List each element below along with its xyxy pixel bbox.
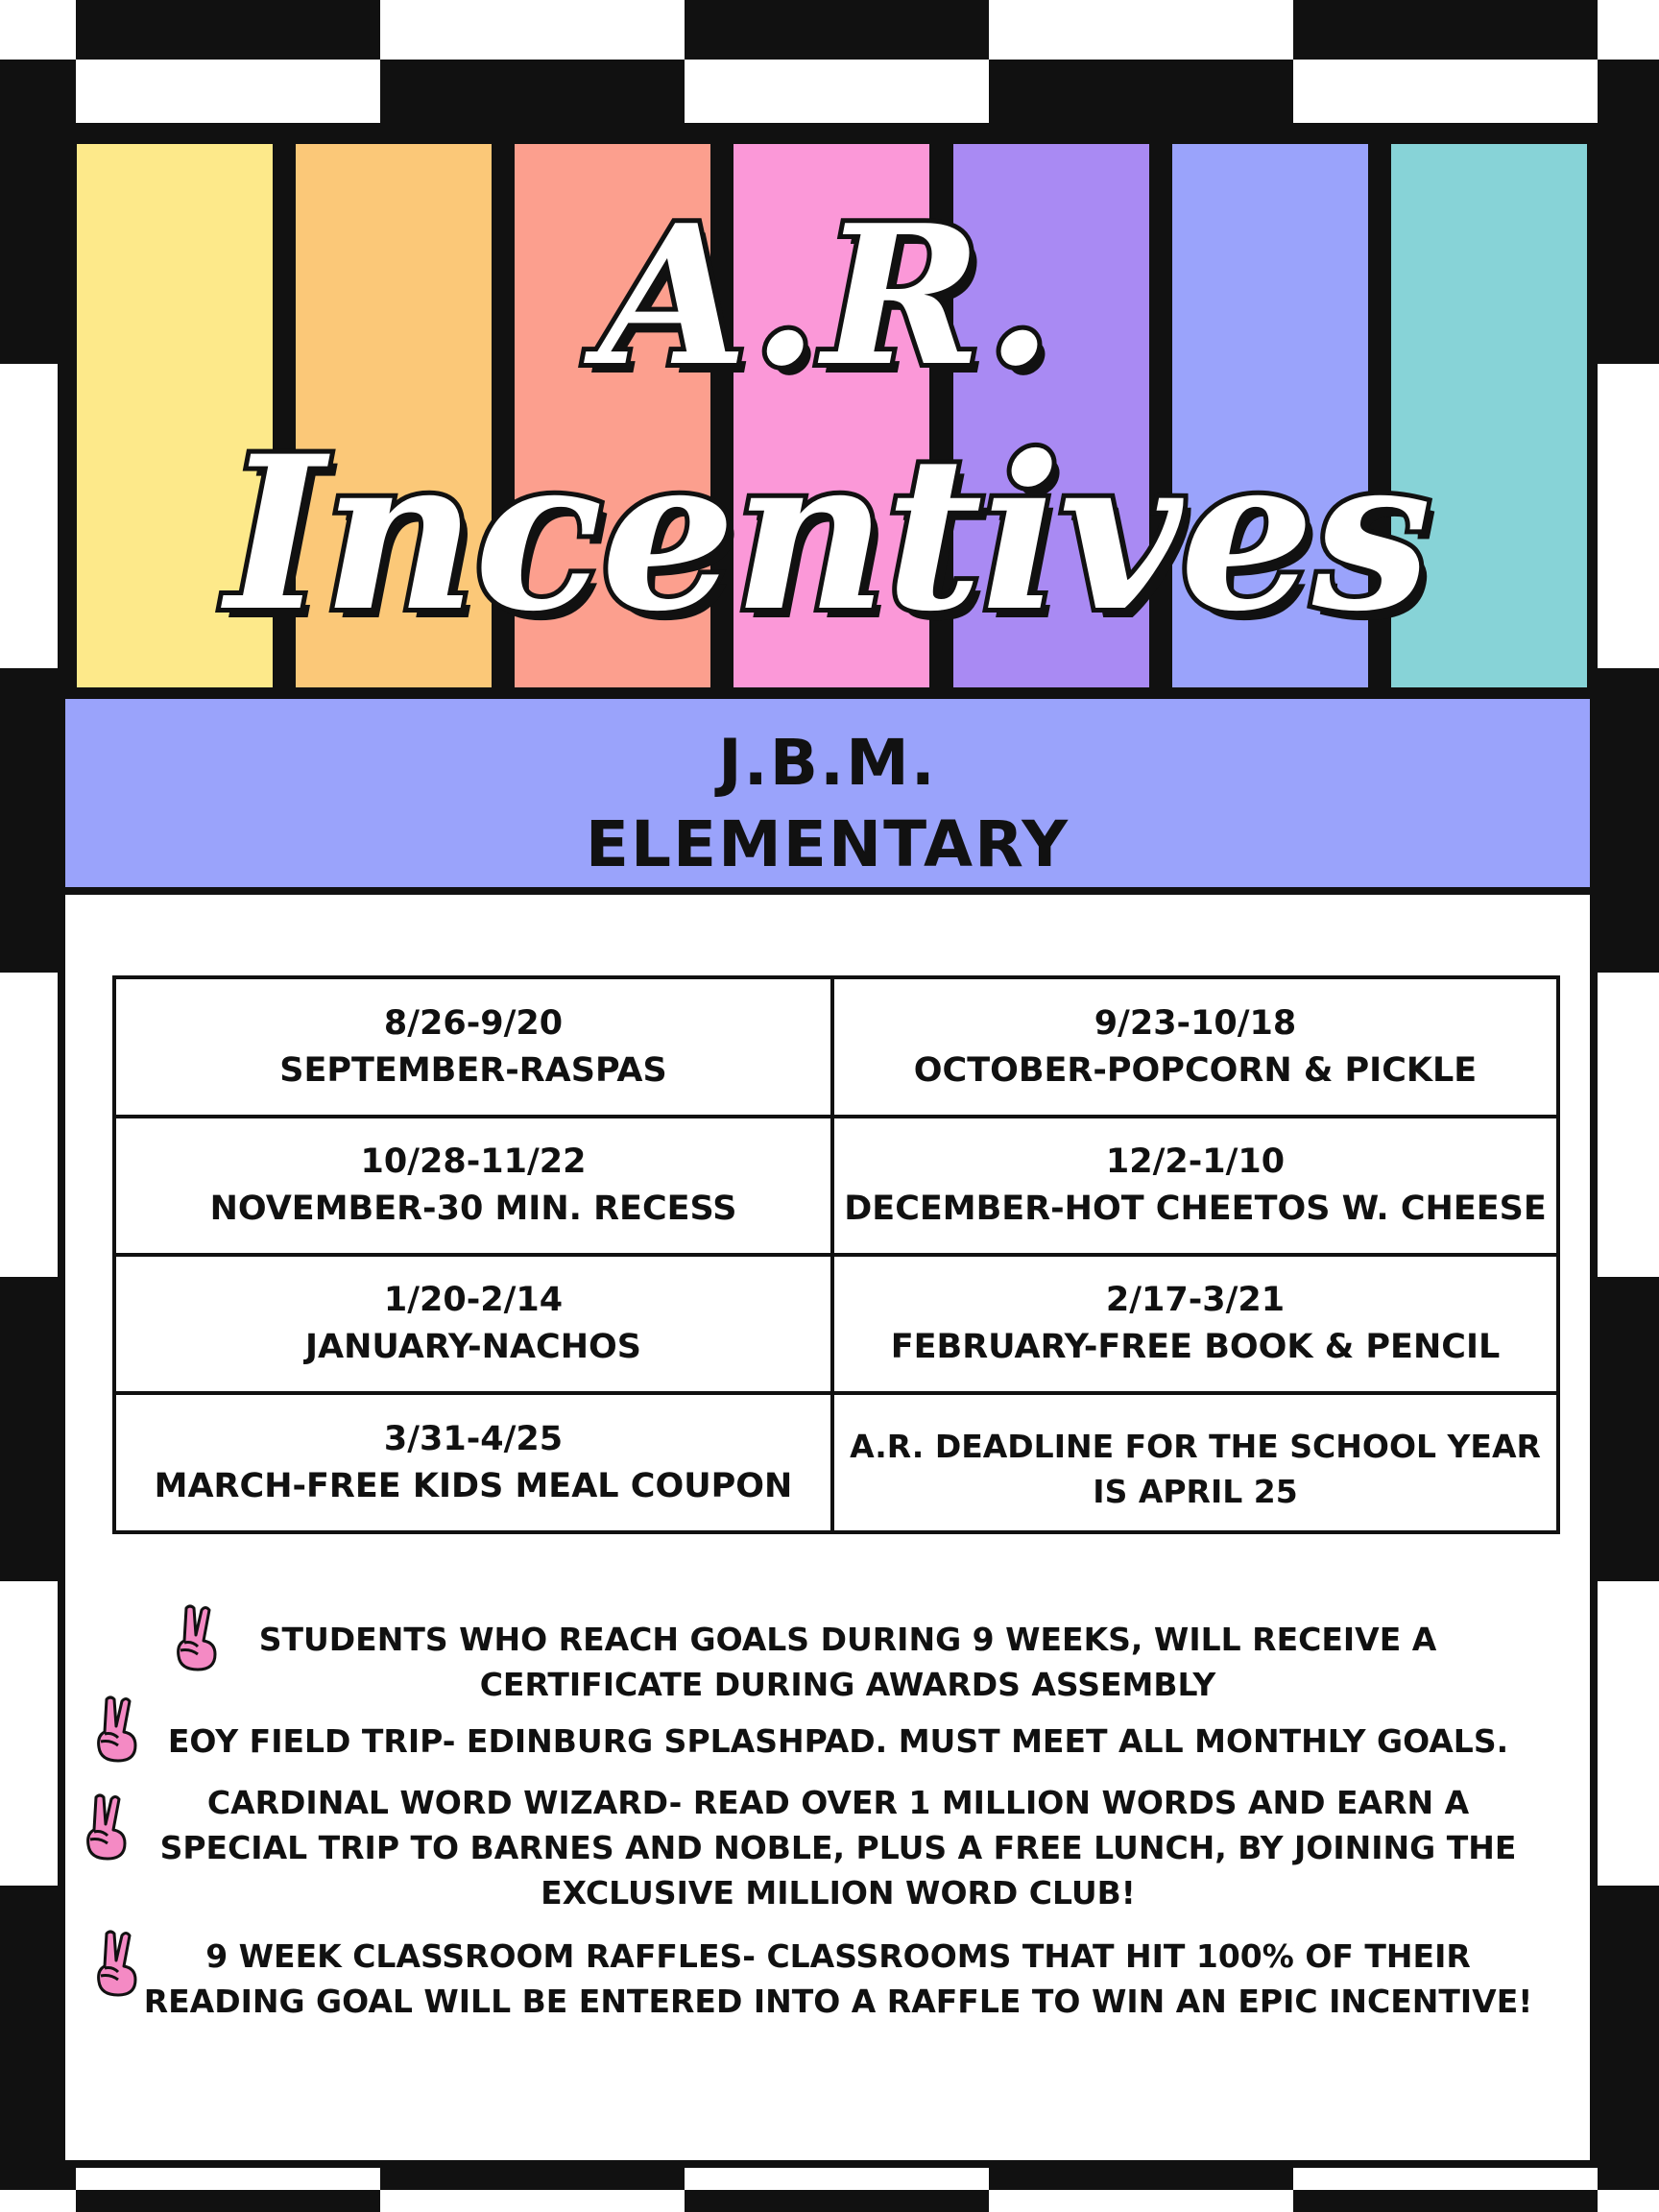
note-word-wizard [142,1780,1534,1915]
schedule-reward: NOVEMBER-30 MIN. RECESS [209,1190,737,1228]
schedule-dates: 3/31-4/25 [383,1419,564,1458]
note-line: STUDENTS WHO REACH GOALS DURING 9 WEEKS, WILL RECEIVE A [258,1621,1437,1658]
schedule-dates: 9/23-10/18 [1094,1003,1297,1043]
deadline-line-2: IS APRIL 25 [1093,1472,1298,1510]
deadline-line-1: A.R. DEADLINE FOR THE SCHOOL YEAR [850,1427,1541,1465]
note-line: CARDINAL WORD WIZARD- READ OVER 1 MILLION WORDS AND EARN A [206,1784,1470,1821]
schedule-reward: MARCH-FREE KIDS MEAL COUPON [154,1466,793,1505]
note-field-trip [142,1719,1534,1764]
note-line: CERTIFICATE DURING AWARDS ASSEMBLY [479,1666,1216,1703]
table-divider-horizontal [116,1391,1556,1395]
note-line: 9 WEEK CLASSROOM RAFFLES- CLASSROOMS THAT HIT 100% OF THEIR [205,1937,1471,1975]
schedule-dates: 8/26-9/20 [383,1003,564,1043]
schedule-dates: 2/17-3/21 [1105,1281,1286,1319]
peace-hand-icon [89,1928,147,1999]
note-line: EXCLUSIVE MILLION WORD CLUB! [541,1874,1136,1911]
incentive-schedule-table [112,975,1560,1534]
note-line: SPECIAL TRIP TO BARNES AND NOBLE, PLUS A FREE LUNCH, BY JOINING THE [159,1829,1517,1866]
school-type: ELEMENTARY [585,807,1070,881]
schedule-cell-deadline [834,1395,1556,1530]
note-line: EOY FIELD TRIP- EDINBURG SPLASHPAD. MUST MEET ALL MONTHLY GOALS. [167,1722,1509,1760]
title-line-incentives: Incentives [226,409,1430,658]
schedule-dates: 10/28-11/22 [360,1142,587,1181]
peace-hand-icon [79,1791,136,1863]
schedule-reward: FEBRUARY-FREE BOOK & PENCIL [890,1328,1501,1366]
schedule-dates: 1/20-2/14 [383,1281,564,1319]
table-divider-horizontal [116,1115,1556,1118]
schedule-cell [116,1395,830,1530]
schedule-cell [834,979,1556,1115]
schedule-cell [116,1257,830,1391]
peace-hand-icon [89,1694,147,1765]
school-banner [65,691,1590,895]
poster-title [65,131,1590,691]
schedule-cell [834,1118,1556,1253]
schedule-cell [116,1118,830,1253]
note-certificate [152,1617,1544,1707]
table-divider-horizontal [116,1253,1556,1257]
note-line: READING GOAL WILL BE ENTERED INTO A RAFFLE TO WIN AN EPIC INCENTIVE! [143,1983,1533,2020]
poster-panel [58,123,1598,2168]
schedule-reward: DECEMBER-HOT CHEETOS W. CHEESE [844,1190,1547,1228]
schedule-reward: JANUARY-NACHOS [305,1328,641,1366]
school-initials: J.B.M. [718,726,937,800]
schedule-cell [116,979,830,1115]
schedule-dates: 12/2-1/10 [1105,1142,1286,1181]
schedule-reward: SEPTEMBER-RASPAS [279,1050,667,1090]
title-line-ar: A.R. [598,183,1057,409]
schedule-cell [834,1257,1556,1391]
schedule-reward: OCTOBER-POPCORN & PICKLE [913,1050,1478,1090]
note-raffles [142,1934,1534,2024]
